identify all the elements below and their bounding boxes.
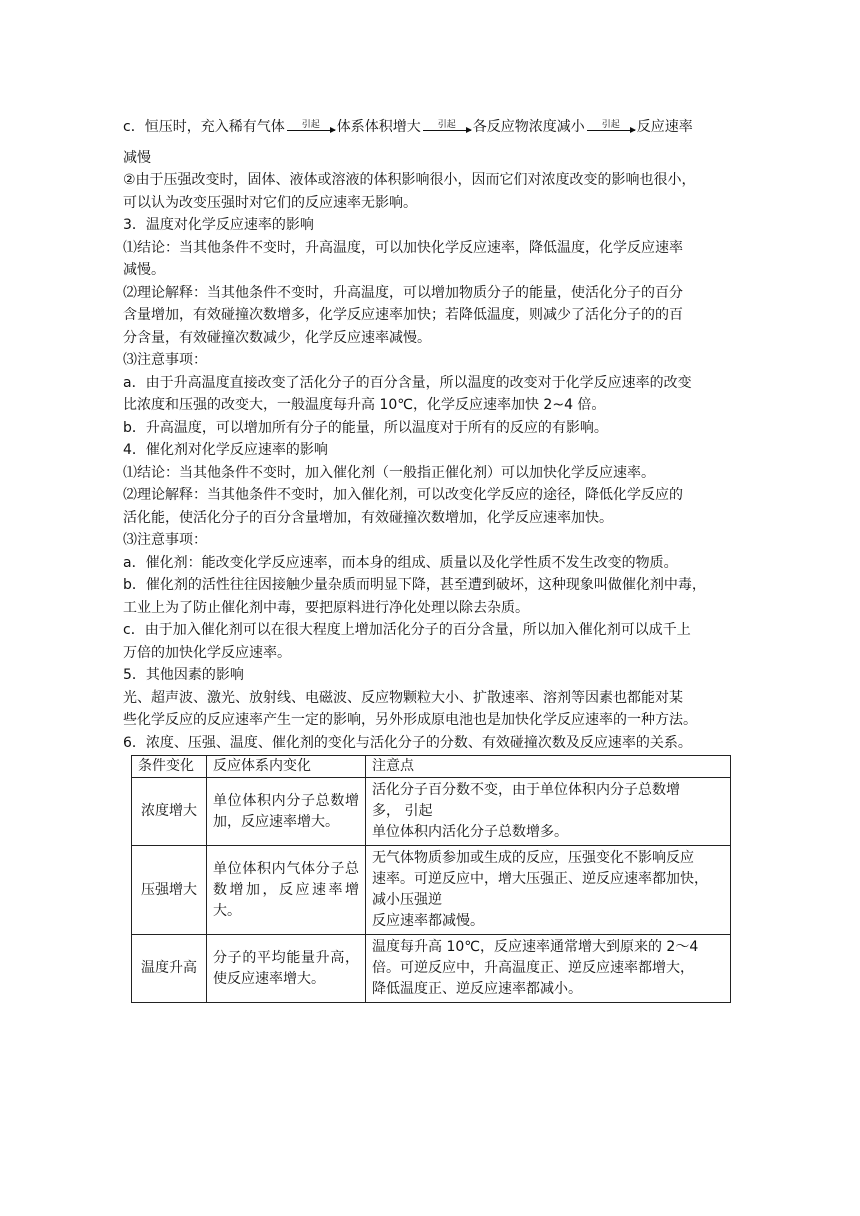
cell-notes <box>366 778 731 846</box>
flow-step-2: 各反应物浓度减小 <box>472 119 585 135</box>
header-condition: 条件变化 <box>132 756 207 778</box>
document-page <box>123 116 743 1003</box>
text-line: a．催化剂：能改变化学反应速率，而本身的组成、质量以及化学性质不发生改变的物质。 <box>123 554 678 571</box>
text-line: 减慢。 <box>123 262 165 278</box>
flow-tail: 减慢 <box>123 149 151 166</box>
note-line: 减小压强逆 <box>372 892 442 908</box>
note-line: 反应速率都减慢。 <box>372 913 484 929</box>
flow-prefix: c．恒压时，充入稀有气体 <box>123 119 285 135</box>
text-line: ⑵理论解释：当其他条件不变时，升高温度，可以增加物质分子的能量，使活化分子的百分 <box>123 284 683 301</box>
text-line: 工业上为了防止催化剂中毒，要把原料进行净化处理以除去杂质。 <box>123 599 529 616</box>
note-line: 多， 引起 <box>372 803 433 819</box>
text-line: 可以认为改变压强时对它们的反应速率无影响。 <box>123 194 417 211</box>
flow-step-3: 反应速率 <box>636 119 693 135</box>
note-line: 无气体物质参加或生成的反应，压强变化不影响反应 <box>372 850 694 866</box>
cell-condition: 浓度增大 <box>132 778 207 846</box>
note-line: 速率。可逆反应中，增大压强正、逆反应速率都加快， <box>372 871 708 887</box>
text-line: 4．催化剂对化学反应速率的影响 <box>123 442 328 458</box>
text-line: 5．其他因素的影响 <box>123 667 244 683</box>
text-line: a．由于升高温度直接改变了活化分子的百分含量，所以温度的改变对于化学反应速率的改变 <box>123 374 692 391</box>
cell-notes <box>366 935 731 1003</box>
arrow-icon: 引起 <box>286 120 336 131</box>
relation-table <box>131 755 731 1003</box>
cell-change: 单位体积内分子总数增加，反应速率增大。 <box>207 778 366 846</box>
text-line: b．催化剂的活性往往因接触少量杂质而明显下降，甚至遭到破坏，这种现象叫做催化剂中毒， <box>123 577 706 593</box>
text-line: 含量增加，有效碰撞次数增多，化学反应速率加快；若降低温度，则减少了活化分子的的百 <box>123 307 683 323</box>
body-text <box>123 169 743 754</box>
table-row <box>132 846 731 935</box>
header-change: 反应体系内变化 <box>207 756 366 778</box>
arrow-icon: 引起 <box>422 120 472 131</box>
cell-change: 分子的平均能量升高，使反应速率增大。 <box>207 935 366 1003</box>
note-line: 降低温度正、逆反应速率都减小。 <box>372 981 582 997</box>
table-row <box>132 935 731 1003</box>
text-line: 光、超声波、激光、放射线、电磁波、反应物颗粒大小、扩散速率、溶剂等因素也都能对某 <box>123 689 683 706</box>
text-line: 6．浓度、压强、温度、催化剂的变化与活化分子的分数、有效碰撞次数及反应速率的关系。 <box>123 734 692 751</box>
text-line: 3．温度对化学反应速率的影响 <box>123 217 314 233</box>
table-header-row <box>132 756 731 778</box>
text-line: 分含量，有效碰撞次数减少，化学反应速率减慢。 <box>123 329 431 346</box>
flow-step-1: 体系体积增大 <box>336 119 421 135</box>
cell-notes <box>366 846 731 935</box>
cell-change: 单位体积内气体分子总数增加，反应速率增大。 <box>207 846 366 935</box>
text-line: 些化学反应的反应速率产生一定的影响，另外形成原电池也是加快化学反应速率的一种方法。 <box>123 712 697 728</box>
text-line: 活化能，使活化分子的百分含量增加，有效碰撞次数增加，化学反应速率加快。 <box>123 509 613 526</box>
text-line: ⑶注意事项： <box>123 352 207 368</box>
text-line: ⑵理论解释：当其他条件不变时，加入催化剂，可以改变化学反应的途径，降低化学反应的 <box>123 487 683 503</box>
cell-condition: 温度升高 <box>132 935 207 1003</box>
note-line: 单位体积内活化分子总数增多。 <box>372 824 568 840</box>
pressure-flow-line <box>123 116 743 139</box>
cell-condition: 压强增大 <box>132 846 207 935</box>
text-line: b．升高温度，可以增加所有分子的能量，所以温度对于所有的反应的有影响。 <box>123 419 608 436</box>
text-line: 比浓度和压强的改变大，一般温度每升高 10℃，化学反应速率加快 2~4 倍。 <box>123 397 606 413</box>
text-line: c．由于加入催化剂可以在很大程度上增加活化分子的百分含量，所以加入催化剂可以成千上 <box>123 622 691 638</box>
note-line: 倍。可逆反应中，升高温度正、逆反应速率都增大， <box>372 960 694 976</box>
text-line: ⑴结论：当其他条件不变时，升高温度，可以加快化学反应速率，降低温度，化学反应速率 <box>123 239 683 256</box>
table-row <box>132 778 731 846</box>
text-line: 万倍的加快化学反应速率。 <box>123 644 291 661</box>
arrow-icon: 引起 <box>586 120 636 131</box>
text-line: ②由于压强改变时，固体、液体或溶液的体积影响很小，因而它们对浓度改变的影响也很小， <box>123 172 696 188</box>
header-notes: 注意点 <box>366 756 731 778</box>
text-line: ⑴结论：当其他条件不变时，加入催化剂（一般指正催化剂）可以加快化学反应速率。 <box>123 464 655 481</box>
text-line: ⑶注意事项： <box>123 532 207 548</box>
note-line: 活化分子百分数不变，由于单位体积内分子总数增 <box>372 782 680 798</box>
note-line: 温度每升高 10℃，反应速率通常增大到原来的 2～4 <box>372 939 699 955</box>
